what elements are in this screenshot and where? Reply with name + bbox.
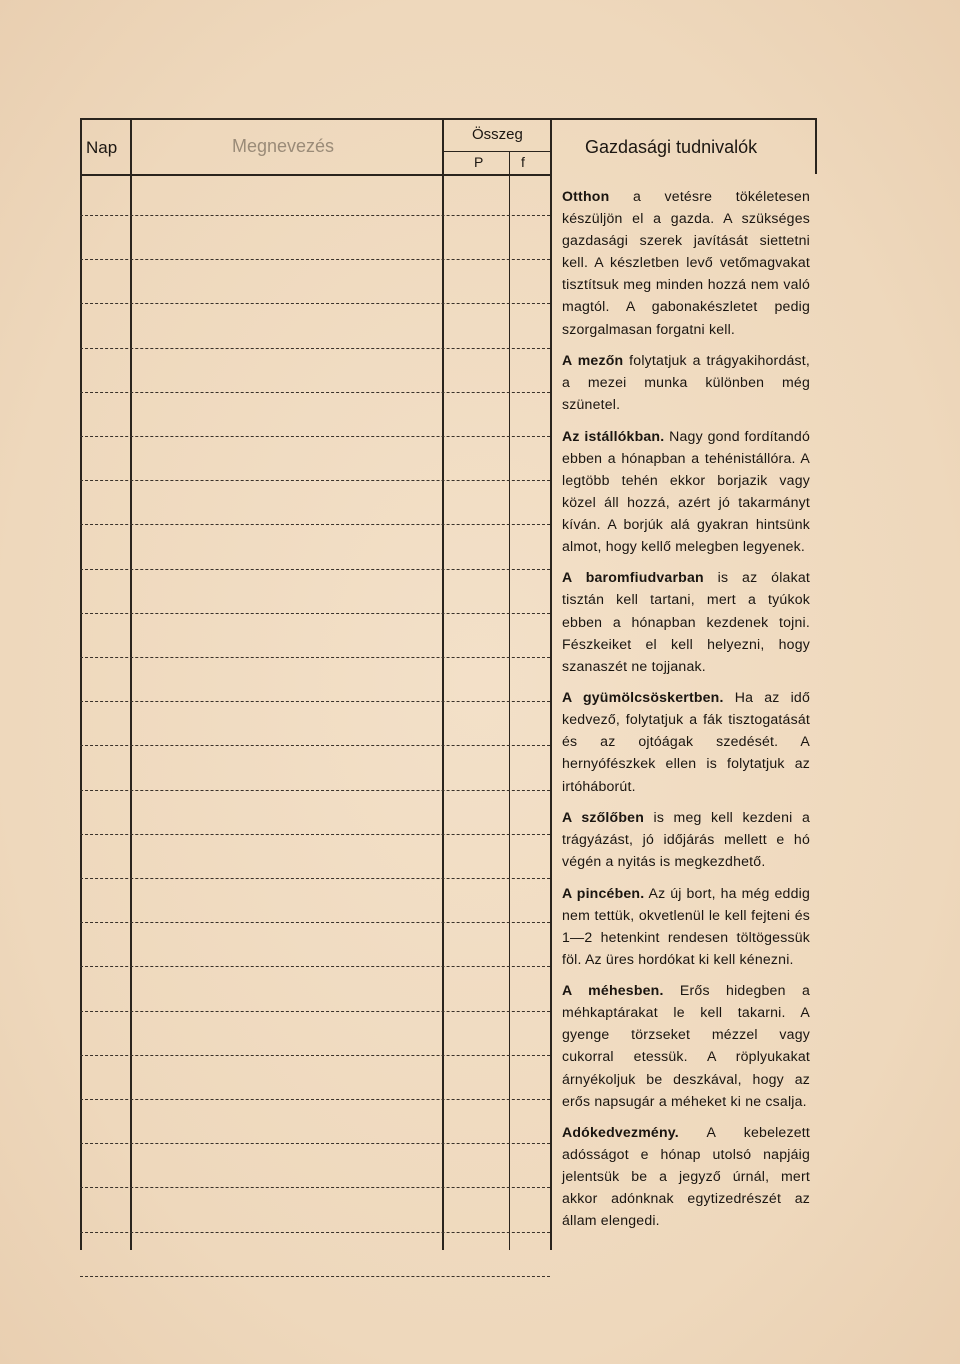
note-heading: A mezőn bbox=[562, 351, 624, 368]
note-heading: A pincében. bbox=[562, 884, 645, 901]
header-bottom-rule bbox=[80, 174, 550, 176]
note-body: Nagy gond fordítandó ebben a hónapban a tehénistállóra. A legtöbb tehén ekkor borjazik vagy közel áll hozzá, azért jó takarmányt kíván. A borjúk alá gyakran hintsünk almot, hogy kellő melegben legyenek. bbox=[562, 427, 810, 554]
farming-notes bbox=[562, 185, 810, 1241]
note-body: A kebelezett adósságot e hónap utolsó napjáig jelentsük be a jegyző úrnál, mert akkor adónknak egytizedrészét az állam elengedi. bbox=[562, 1124, 810, 1229]
note-heading: Adókedvezmény. bbox=[562, 1124, 679, 1141]
note-body: a vetésre tökéletesen készüljön el a gazda. A szükséges gazdasági szerek javítását siettetni kell. A készletben levő vetőmagvakat tisztítsuk meg minden hozzá nem való magtól. A gabonakészletet pedig szorgalmasan forgatni kell. bbox=[562, 188, 810, 337]
note-body: is meg kell kezdeni a trágyázást, jó időjárás mellett e hó végén a nyitás is megkezdhető. bbox=[562, 808, 810, 870]
note-paragraph bbox=[562, 806, 810, 872]
table-top-rule bbox=[80, 118, 817, 120]
note-body: Erős hidegben a méhkaptárakat le kell takarni. A gyenge törzseket mézzel vagy cukorral etessük. A röplyukakat árnyékoljuk be deszkával, hogy az erős napsugár a méheket ki ne csalja. bbox=[562, 982, 810, 1109]
note-paragraph bbox=[562, 1121, 810, 1231]
note-heading: A baromfiudvarban bbox=[562, 569, 704, 586]
note-body: folytatjuk a trágyakihordást, a mezei munka különben még szünetel. bbox=[562, 351, 811, 413]
note-body: Az új bort, ha még eddig nem tettük, okvetlenül le kell fejteni és 1—2 hetenkint rendesen töltögessük föl. Az üres hordókat ki kell kénezni. bbox=[562, 884, 810, 967]
sum-column-rule bbox=[550, 118, 552, 1250]
note-paragraph bbox=[562, 979, 810, 1112]
note-heading: Az istállókban. bbox=[562, 427, 665, 444]
note-paragraph bbox=[562, 425, 810, 558]
header-info: Gazdasági tudnivalók bbox=[585, 137, 758, 157]
header-sum: Összeg bbox=[472, 126, 523, 143]
name-column-rule bbox=[442, 118, 444, 1250]
note-paragraph bbox=[562, 566, 810, 676]
table-right-rule bbox=[815, 118, 817, 174]
note-body: is az ólakat tisztán kell tartani, mert a tyúkok ebben a hónapban kezdenek tojni. Fészkeiket el kell helyezni, hogy szanaszét ne tojjanak. bbox=[562, 569, 810, 674]
header-name: Megnevezés bbox=[232, 136, 335, 156]
header-sum-filler: f bbox=[521, 154, 525, 170]
header-day: Nap bbox=[86, 138, 118, 157]
note-paragraph bbox=[562, 882, 810, 970]
sum-subheader-rule bbox=[442, 151, 550, 152]
header-sum-pengo: P bbox=[474, 154, 484, 170]
note-paragraph bbox=[562, 185, 810, 340]
note-paragraph bbox=[562, 686, 810, 796]
day-column-rule bbox=[130, 118, 132, 1250]
note-heading: A szőlőben bbox=[562, 808, 645, 825]
note-paragraph bbox=[562, 349, 810, 415]
note-body: Ha az idő kedvező, folytatjuk a fák tisztogatását és az ojtóágak szedését. A hernyófészkek ellen is folytatjuk az irtóháborút. bbox=[562, 689, 810, 794]
note-heading: A gyümölcsöskertben. bbox=[562, 689, 724, 706]
note-heading: Otthon bbox=[562, 188, 610, 204]
note-heading: A méhesben. bbox=[562, 982, 664, 999]
table-left-rule bbox=[80, 118, 82, 1250]
